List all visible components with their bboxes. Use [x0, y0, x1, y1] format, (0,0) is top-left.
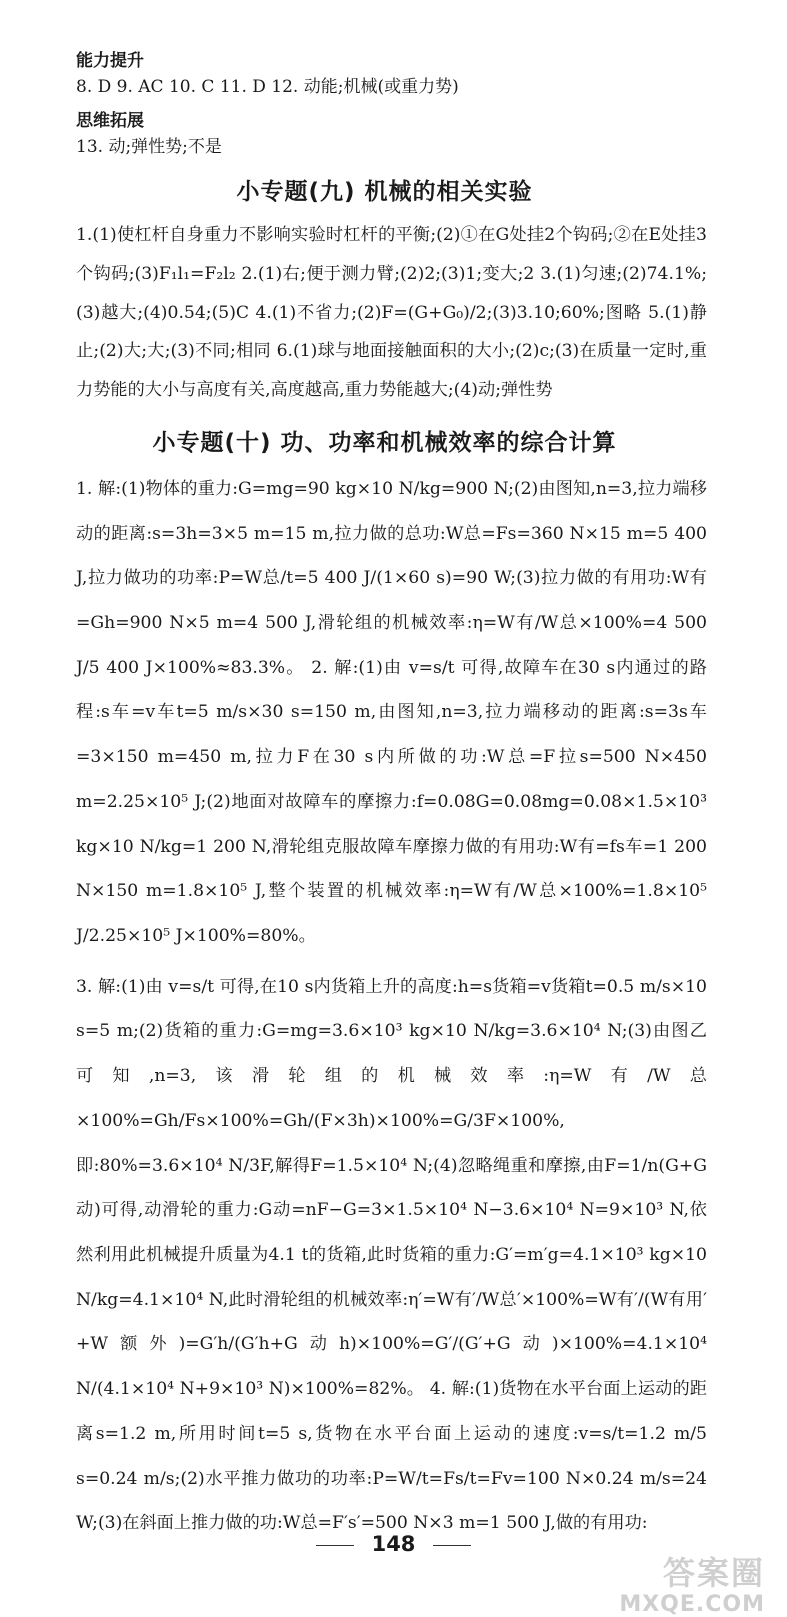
- answer-page: [62, 40, 707, 1552]
- ability-answers: 8. D 9. AC 10. C 11. D 12. 动能;机械(或重力势): [76, 77, 459, 97]
- watermark-logo-text: 答案圈: [662, 1554, 765, 1592]
- topic9-answers: 1.(1)使杠杆自身重力不影响实验时杠杆的平衡;(2)①在G处挂2个钩码;②在E处挂3个钩码;(3)F₁l₁=F₂l₂ 2.(1)右;便于测力臂;(2)2;(3)1;变大;2 3.(1)匀速;(2)74.1%;(3)越大;(4)0.54;(5)C 4.(1)不省力;(2)F=(G+G₀)/2;(3)3.10;60%;图略 5.(1)静止;(2)大;大;(3)不同;相同 6.(1)球与地面接触面积的大小;(2)c;(3)在质量一定时,重力势能的大小与高度有关,高度越高,重力势能越大;(4)动;弹性势: [76, 225, 707, 401]
- page-number: 148: [371, 1532, 416, 1556]
- ability-section-label: 能力提升: [76, 51, 144, 71]
- topic9-title: 小专题(九) 机械的相关实验: [236, 179, 533, 206]
- thinking-section-label: 思维拓展: [76, 110, 144, 131]
- topic10-title: 小专题(十) 功、功率和机械效率的综合计算: [152, 429, 617, 456]
- footer-dash-right: [433, 1545, 471, 1546]
- thinking-answers: 13. 动;弹性势;不是: [76, 136, 222, 157]
- watermark-url: MXQE.COM: [619, 1592, 765, 1617]
- topic10-solution-1-2: 1. 解:(1)物体的重力:G=mg=90 kg×10 N/kg=900 N;(2)由图知,n=3,拉力端移动的距离:s=3h=3×5 m=15 m,拉力做的总功:W总=Fs=360 N×15 m=5 400 J,拉力做功的功率:P=W总/t=5 400 J/(1×60 s)=90 W;(3)拉力做的有用功:W有=Gh=900 N×5 m=4 500 J,滑轮组的机械效率:η=W有/W总×100%=4 500 J/5 400 J×100%≈83.3%。 2. 解:(1)由 v=s/t 可得,故障车在30 s内通过的路程:s车=v车t=5 m/s×30 s=150 m,由图知,n=3,拉力端移动的距离:s=3s车=3×150 m=450 m,拉力F在30 s内所做的功:W总=F拉s=500 N×450 m=2.25×10⁵ J;(2)地面对故障车的摩擦力:f=0.08G=0.08mg=0.08×1.5×10³ kg×10 N/kg=1 200 N,滑轮组克服故障车摩擦力做的有用功:W有=fs车=1 200 N×150 m=1.8×10⁵ J,整个装置的机械效率:η=W有/W总×100%=1.8×10⁵ J/2.25×10⁵ J×100%=80%。: [76, 478, 707, 946]
- footer-dash-left: [316, 1545, 354, 1546]
- watermark: [619, 1548, 765, 1617]
- topic10-solution-3-4: 3. 解:(1)由 v=s/t 可得,在10 s内货箱上升的高度:h=s货箱=v货箱t=0.5 m/s×10 s=5 m;(2)货箱的重力:G=mg=3.6×10³ kg×10 N/kg=3.6×10⁴ N;(3)由图乙可知,n=3,该滑轮组的机械效率:η=W有/W总×100%=Gh/Fs×100%=Gh/(F×3h)×100%=G/3F×100%,即:80%=3.6×10⁴ N/3F,解得F=1.5×10⁴ N;(4)忽略绳重和摩擦,由F=1/n(G+G动)可得,动滑轮的重力:G动=nF−G=3×1.5×10⁴ N−3.6×10⁴ N=9×10³ N,依然利用此机械提升质量为4.1 t的货箱,此时货箱的重力:G′=m′g=4.1×10³ kg×10 N/kg=4.1×10⁴ N,此时滑轮组的机械效率:η′=W有′/W总′×100%=W有′/(W有用′+W额外)=G′h/(G′h+G动h)×100%=G′/(G′+G动)×100%=4.1×10⁴ N/(4.1×10⁴ N+9×10³ N)×100%=82%。 4. 解:(1)货物在水平台面上运动的距离s=1.2 m,所用时间t=5 s,货物在水平台面上运动的速度:v=s/t=1.2 m/5 s=0.24 m/s;(2)水平推力做功的功率:P=W/t=Fs/t=Fv=100 N×0.24 m/s=24 W;(3)在斜面上推力做的功:W总=F′s′=500 N×3 m=1 500 J,做的有用功:: [76, 976, 707, 1534]
